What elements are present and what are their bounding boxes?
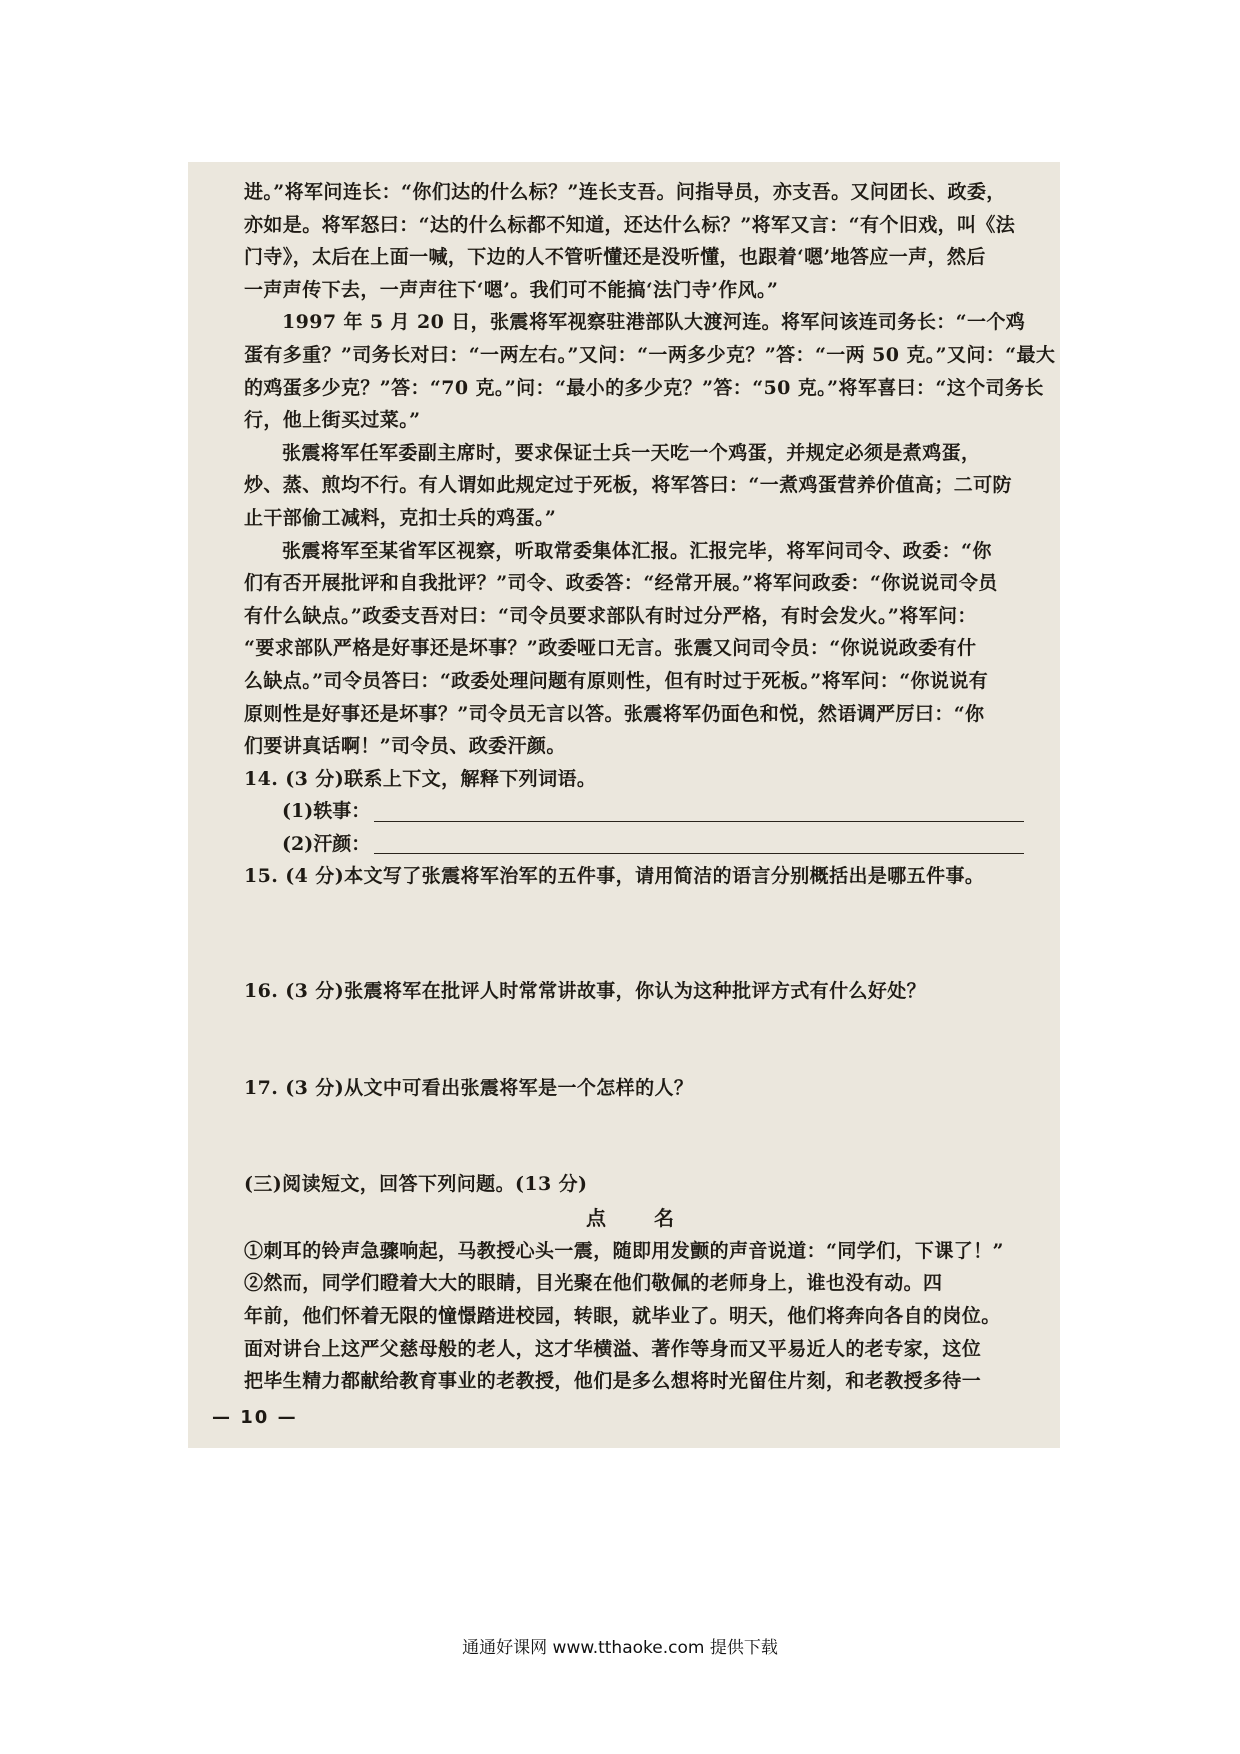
- question-text: 14. (3 分)联系上下文，解释下列词语。: [244, 767, 597, 790]
- footer-credit: 通通好课网 www.tthaoke.com 提供下载: [462, 1638, 778, 1658]
- answer-space[interactable]: [244, 1008, 1024, 1072]
- page-number: — 10 —: [212, 1407, 298, 1428]
- section-3: [244, 1168, 1024, 1398]
- text-line: 亦如是。将军怒曰：“达的什么标都不知道，还达什么标？”将军又言：“有个旧戏，叫《法: [244, 213, 1016, 236]
- answer-label: (2)汗颜：: [282, 832, 371, 855]
- answer-space[interactable]: [244, 1104, 1024, 1168]
- question-text: 15. (4 分)本文写了张震将军治军的五件事，请用简洁的语言分别概括出是哪五件事。: [244, 865, 985, 888]
- answer-row-1: [244, 795, 1024, 828]
- text-line: 进。”将军问连长：“你们达的什么标？”连长支吾。问指导员，亦支吾。又问团长、政委，: [244, 181, 1006, 203]
- answer-row-2: [244, 828, 1024, 861]
- paragraph-boiled-egg: [244, 437, 1024, 535]
- text-line: 把毕生精力都献给教育事业的老教授，他们是多么想将时光留住片刻，和老教授多待一: [244, 1370, 982, 1393]
- text-line: 门寺》，太后在上面一喊，下边的人不管听懂还是没听懂，也跟着‘嗯’地答应一声，然后: [244, 246, 986, 269]
- text-line: 原则性是好事还是坏事？”司令员无言以答。张震将军仍面色和悦，然语调严厉曰：“你: [244, 702, 985, 725]
- question-15: [244, 860, 1024, 975]
- text-line: 们有否开展批评和自我批评？”司令、政委答：“经常开展。”将军问政委：“你说说司令员: [244, 572, 998, 595]
- text-line: “要求部队严格是好事还是坏事？”政委哑口无言。张震又问司令员：“你说说政委有什: [244, 637, 977, 660]
- text-line: 有什么缺点。”政委支吾对曰：“司令员要求部队有时过分严格，有时会发火。”将军问：: [244, 604, 977, 627]
- text-line: 蛋有多重？”司务长对曰：“一两左右。”又问：“一两多少克？”答：“一两 50 克。”又问：“最大: [244, 343, 1056, 366]
- paragraph-egg-weight: [244, 306, 1056, 436]
- text-line: 炒、蒸、煎均不行。有人谓如此规定过于死板，将军答曰：“一煮鸡蛋营养价值高；二可防: [244, 474, 1012, 497]
- question-text: 16. (3 分)张震将军在批评人时常常讲故事，你认为这种批评方式有什么好处？: [244, 980, 927, 1003]
- paragraph-criticism: [244, 535, 1024, 763]
- question-17: [244, 1072, 1024, 1169]
- passage-title: 点名: [586, 1205, 722, 1230]
- scanned-page: [188, 162, 1060, 1448]
- answer-blank[interactable]: [374, 801, 1024, 822]
- text-line: 的鸡蛋多少克？”答：“70 克。”问：“最小的多少克？”答：“50 克。”将军喜曰：“这个司务长: [244, 376, 1044, 399]
- section-heading: (三)阅读短文，回答下列问题。(13 分): [244, 1173, 588, 1196]
- text-line: 一声声传下去，一声声往下‘嗯’。我们可不能搞‘法门寺’作风。”: [244, 278, 779, 301]
- text-line: 么缺点。”司令员答曰：“政委处理问题有原则性，但有时过于死板。”将军问：“你说说有: [244, 669, 989, 692]
- text-line: ②然而，同学们瞪着大大的眼睛，目光聚在他们敬佩的老师身上，谁也没有动。四: [244, 1272, 943, 1295]
- answer-space[interactable]: [244, 893, 1024, 975]
- question-14: [244, 763, 1024, 861]
- page-content: [244, 176, 1056, 1398]
- question-16: [244, 975, 1024, 1072]
- text-line: 1997 年 5 月 20 日，张震将军视察驻港部队大渡河连。将军问该连司务长：“一个鸡: [282, 311, 1026, 334]
- answer-label: (1)轶事：: [282, 800, 371, 823]
- article-continuation: [244, 176, 1024, 306]
- text-line: 面对讲台上这严父慈母般的老人，这才华横溢、著作等身而又平易近人的老专家，这位: [244, 1337, 982, 1360]
- text-line: 年前，他们怀着无限的憧憬踏进校园，转眼，就毕业了。明天，他们将奔向各自的岗位。: [244, 1305, 1001, 1328]
- text-line: ①刺耳的铃声急骤响起，马教授心头一震，随即用发颤的声音说道：“同学们，下课了！”: [244, 1239, 1004, 1262]
- text-line: 行，他上街买过菜。”: [244, 409, 421, 432]
- text-line: 止干部偷工减料，克扣士兵的鸡蛋。”: [244, 506, 557, 529]
- answer-blank[interactable]: [374, 833, 1024, 854]
- question-text: 17. (3 分)从文中可看出张震将军是一个怎样的人？: [244, 1076, 694, 1099]
- text-line: 张震将军至某省军区视察，听取常委集体汇报。汇报完毕，将军问司令、政委：“你: [282, 539, 992, 562]
- text-line: 们要讲真话啊！”司令员、政委汗颜。: [244, 735, 566, 758]
- text-line: 张震将军任军委副主席时，要求保证士兵一天吃一个鸡蛋，并规定必须是煮鸡蛋，: [282, 441, 981, 464]
